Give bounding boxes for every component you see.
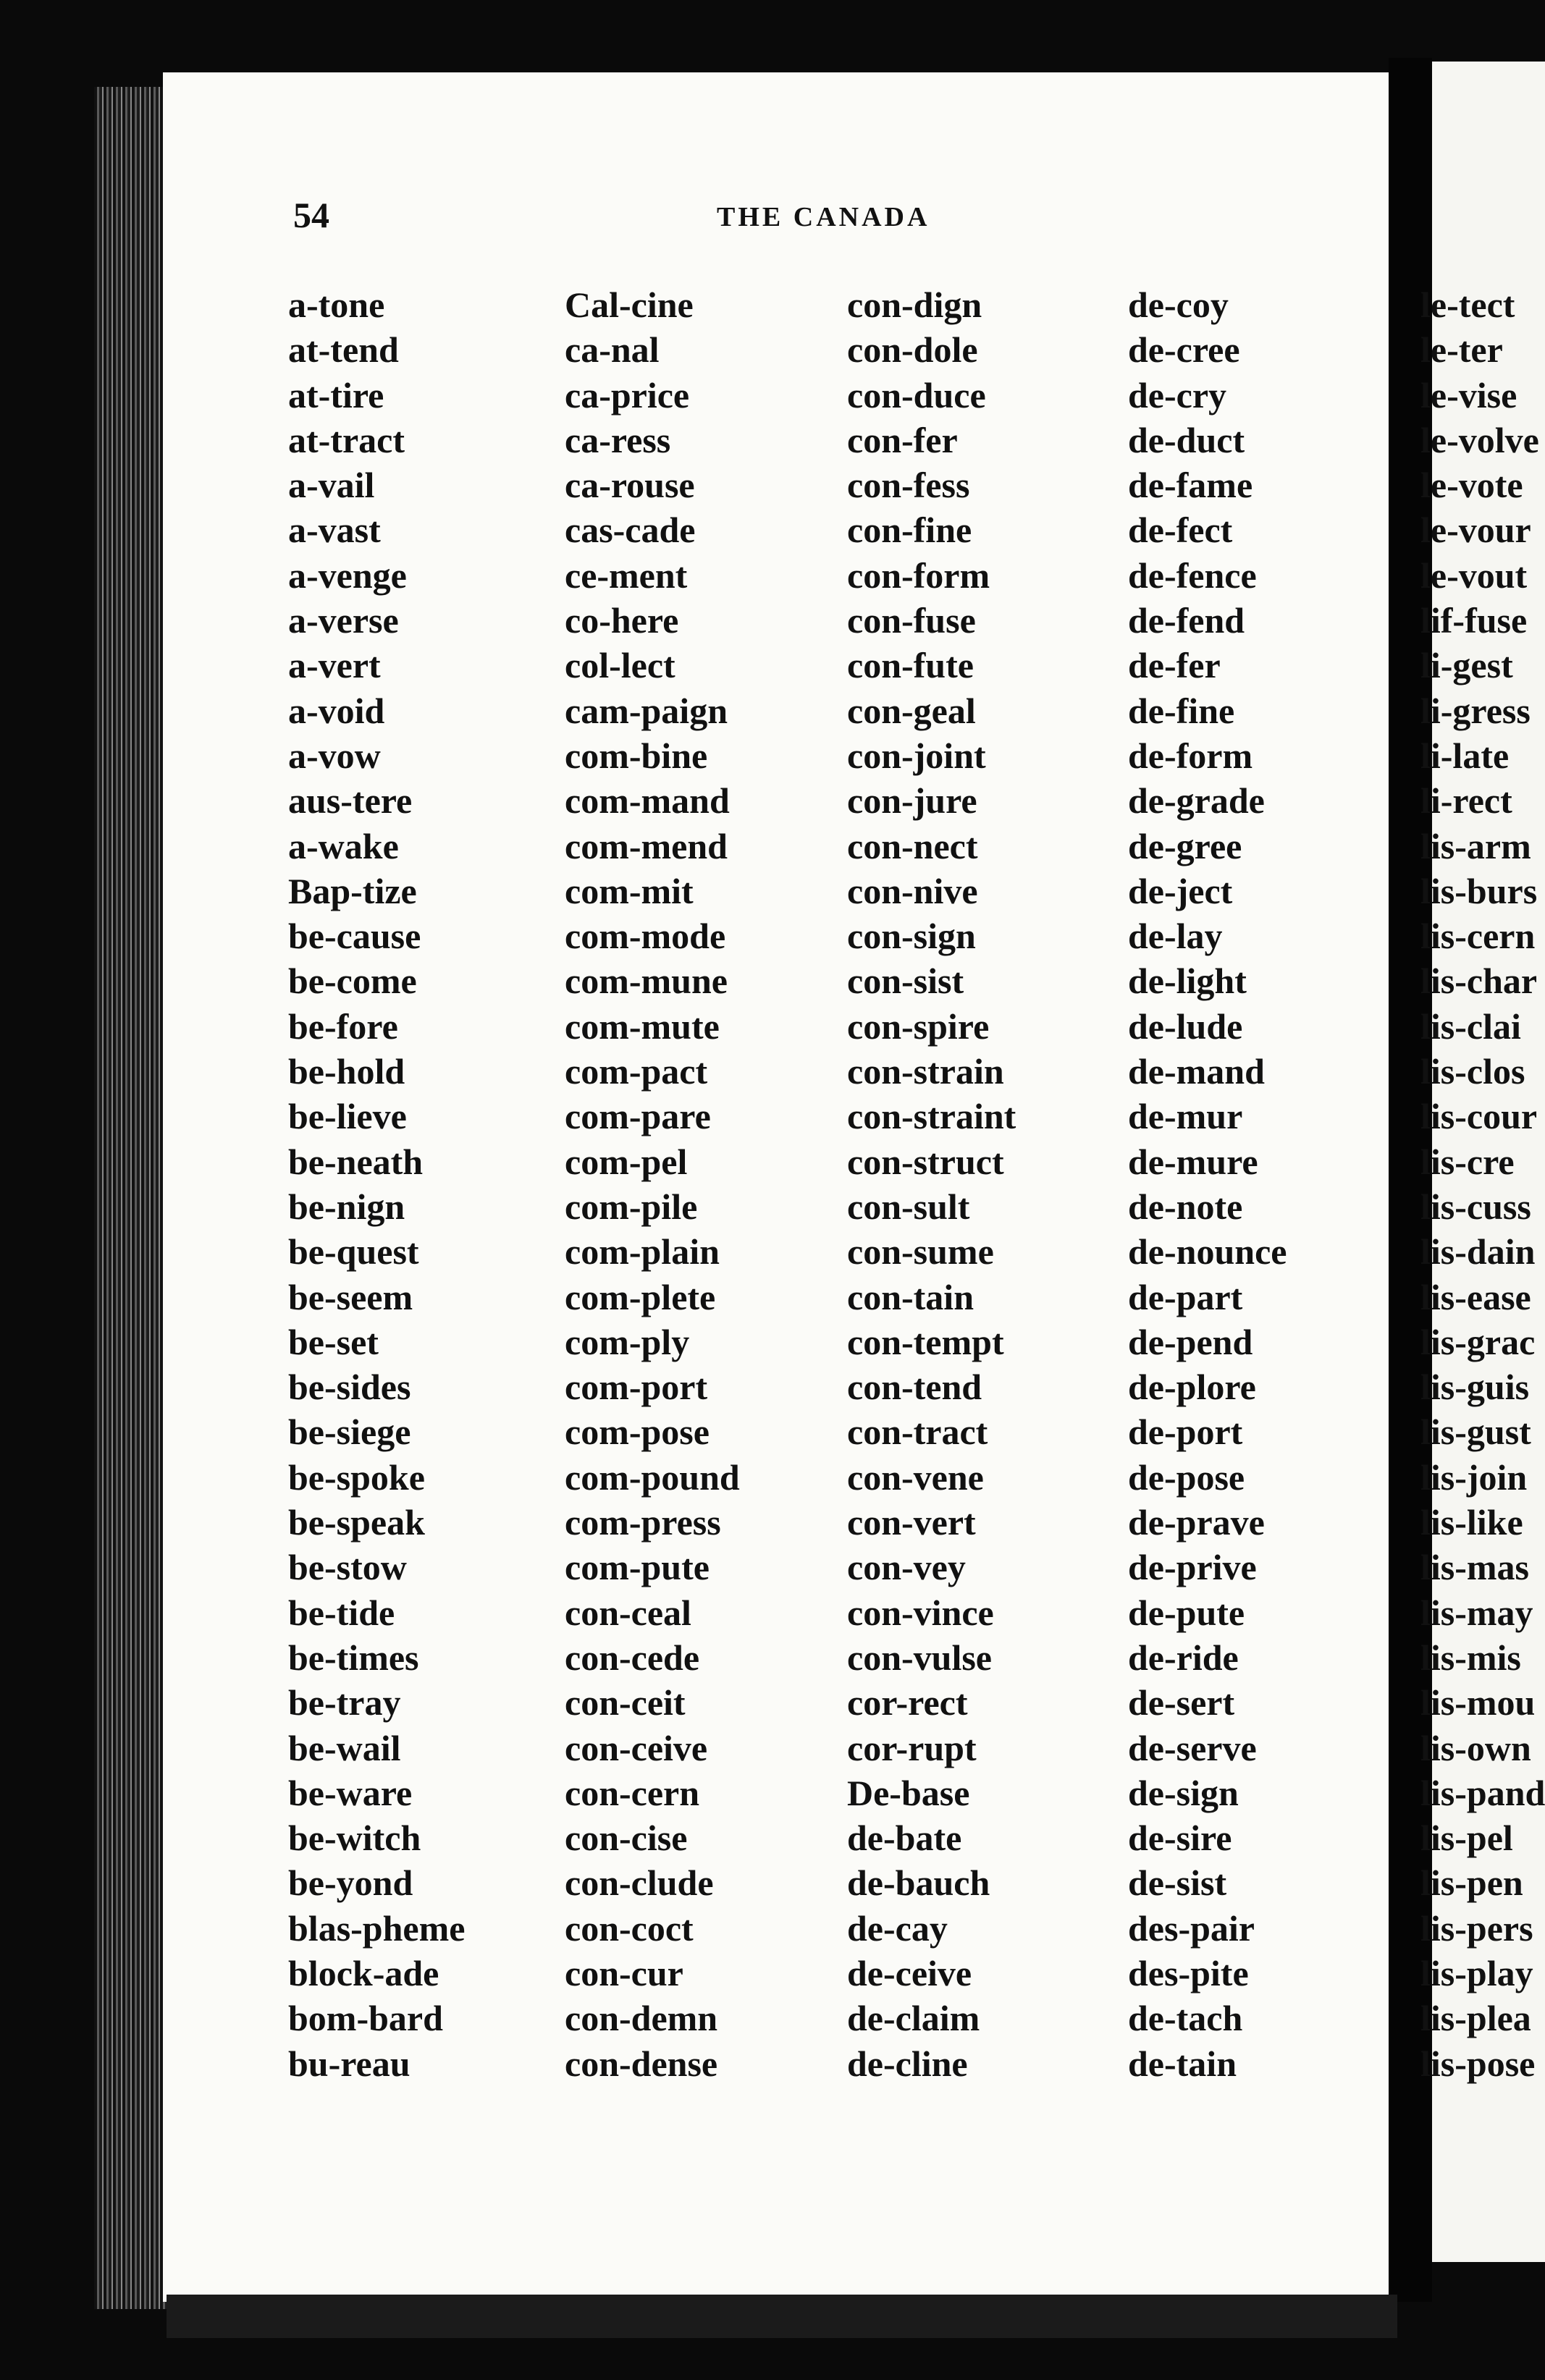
word-entry: a-vert: [288, 645, 381, 686]
word-entry: lis-grac: [1420, 1321, 1536, 1362]
word-entry: lis-burs: [1420, 870, 1538, 911]
word-entry: lis-mas: [1420, 1547, 1529, 1588]
word-entry: be-nign: [288, 1186, 405, 1227]
word-entry: con-vince: [847, 1592, 994, 1633]
word-entry: lis-mou: [1420, 1682, 1536, 1723]
word-entry: be-set: [288, 1321, 379, 1362]
word-entry: de-mand: [1128, 1051, 1265, 1092]
word-entry: li-gest: [1420, 645, 1513, 686]
word-column-4: [1128, 282, 1287, 2086]
word-entry: cam-paign: [565, 690, 728, 731]
word-entry: con-vert: [847, 1502, 976, 1543]
word-entry: be-cause: [288, 916, 421, 957]
word-entry: con-vulse: [847, 1637, 992, 1678]
word-entry: a-vast: [288, 510, 381, 551]
word-entry: at-tire: [288, 374, 384, 415]
word-entry: ca-ress: [565, 419, 671, 460]
word-entry: de-fect: [1128, 510, 1233, 551]
word-entry: con-coct: [565, 1907, 694, 1949]
word-entry: con-fine: [847, 510, 972, 551]
word-entry: be-yond: [288, 1862, 413, 1904]
word-entry: com-plain: [565, 1231, 720, 1273]
word-entry: be-siege: [288, 1411, 411, 1453]
word-entry: lis-plea: [1420, 1998, 1531, 2039]
word-entry: at-tract: [288, 419, 405, 460]
word-entry: con-ceive: [565, 1727, 708, 1768]
word-entry: ca-nal: [565, 329, 660, 371]
word-entry: com-pound: [565, 1456, 740, 1498]
word-entry: con-form: [847, 554, 990, 596]
word-entry: a-vail: [288, 465, 375, 506]
word-entry: con-tain: [847, 1276, 974, 1317]
word-column-5-facing-page: [1420, 282, 1545, 2086]
word-entry: le-vour: [1420, 510, 1531, 551]
word-entry: lis-char: [1420, 961, 1538, 1002]
word-entry: con-sist: [847, 961, 964, 1002]
word-entry: de-light: [1128, 961, 1247, 1002]
word-entry: de-fence: [1128, 554, 1257, 596]
word-entry: li-rect: [1420, 780, 1512, 822]
word-entry: lis-pen: [1420, 1862, 1523, 1904]
word-entry: le-vise: [1420, 374, 1517, 415]
word-entry: a-void: [288, 690, 385, 731]
word-entry: de-sire: [1128, 1818, 1232, 1859]
word-entry: con-vene: [847, 1456, 984, 1498]
word-column-2: [565, 282, 740, 2086]
word-entry: des-pair: [1128, 1907, 1255, 1949]
word-entry: com-port: [565, 1367, 708, 1408]
word-entry: de-prive: [1128, 1547, 1257, 1588]
word-entry: cor-rect: [847, 1682, 968, 1723]
word-entry: de-plore: [1128, 1367, 1256, 1408]
word-entry: com-mend: [565, 825, 728, 866]
word-entry: con-cede: [565, 1637, 700, 1678]
word-entry: de-fer: [1128, 645, 1221, 686]
word-entry: lis-guis: [1420, 1367, 1530, 1408]
word-entry: be-come: [288, 961, 417, 1002]
word-entry: bu-reau: [288, 2043, 411, 2084]
word-entry: de-pend: [1128, 1321, 1253, 1362]
word-entry: con-cise: [565, 1818, 688, 1859]
word-entry: be-ware: [288, 1772, 413, 1813]
word-entry: lis-may: [1420, 1592, 1533, 1633]
word-column-1: [288, 282, 465, 2086]
word-entry: con-vey: [847, 1547, 966, 1588]
word-entry: de-nounce: [1128, 1231, 1287, 1273]
word-entry: le-tect: [1420, 284, 1515, 325]
word-entry: li-late: [1420, 735, 1510, 776]
word-entry: de-lay: [1128, 916, 1223, 957]
word-entry: de-duct: [1128, 419, 1245, 460]
word-entry: bom-bard: [288, 1998, 443, 2039]
word-entry: De-base: [847, 1772, 970, 1813]
word-entry: de-tain: [1128, 2043, 1237, 2084]
word-entry: con-nect: [847, 825, 978, 866]
word-entry: lis-gust: [1420, 1411, 1531, 1453]
word-entry: lis-cour: [1420, 1096, 1538, 1137]
word-entry: de-gree: [1128, 825, 1242, 866]
word-entry: blas-pheme: [288, 1907, 466, 1949]
word-entry: de-note: [1128, 1186, 1243, 1227]
page-number: 54: [293, 195, 329, 235]
word-entry: de-tach: [1128, 1998, 1243, 2039]
word-entry: com-ply: [565, 1321, 690, 1362]
word-entry: be-fore: [288, 1005, 398, 1047]
word-entry: de-sist: [1128, 1862, 1227, 1904]
word-entry: a-vow: [288, 735, 381, 776]
word-entry: con-ceal: [565, 1592, 691, 1633]
word-entry: at-tend: [288, 329, 399, 371]
word-entry: a-venge: [288, 554, 407, 596]
word-entry: con-tempt: [847, 1321, 1004, 1362]
word-entry: lis-clos: [1420, 1051, 1525, 1092]
word-entry: con-clude: [565, 1862, 714, 1904]
word-entry: block-ade: [288, 1952, 439, 1993]
word-entry: de-ceive: [847, 1952, 972, 1993]
word-entry: con-tend: [847, 1367, 982, 1408]
word-entry: lis-pose: [1420, 2043, 1536, 2084]
word-entry: lis-pers: [1420, 1907, 1533, 1949]
word-entry: lis-ease: [1420, 1276, 1531, 1317]
word-entry: lis-own: [1420, 1727, 1531, 1768]
word-entry: le-vout: [1420, 554, 1528, 596]
word-entry: be-witch: [288, 1818, 421, 1859]
word-entry: lis-clai: [1420, 1005, 1521, 1047]
word-entry: com-pose: [565, 1411, 710, 1453]
word-entry: de-sign: [1128, 1772, 1239, 1813]
word-entry: de-port: [1128, 1411, 1243, 1453]
word-entry: des-pite: [1128, 1952, 1249, 1993]
word-entry: lis-cuss: [1420, 1186, 1531, 1227]
word-entry: de-sert: [1128, 1682, 1235, 1723]
word-entry: con-fuse: [847, 600, 976, 641]
word-entry: lis-arm: [1420, 825, 1531, 866]
word-entry: lis-dain: [1420, 1231, 1536, 1273]
word-entry: lis-pand: [1420, 1772, 1545, 1813]
word-entry: con-sume: [847, 1231, 994, 1273]
word-entry: lif-fuse: [1420, 600, 1528, 641]
word-entry: de-cry: [1128, 374, 1227, 415]
word-entry: de-cay: [847, 1907, 948, 1949]
word-entry: lis-cern: [1420, 916, 1536, 957]
running-head: THE CANADA: [717, 202, 930, 232]
word-entry: aus-tere: [288, 780, 413, 822]
word-entry: de-ject: [1128, 870, 1233, 911]
word-entry: co-here: [565, 600, 679, 641]
word-entry: de-cree: [1128, 329, 1240, 371]
word-entry: con-fute: [847, 645, 974, 686]
word-entry: con-spire: [847, 1005, 990, 1047]
word-entry: de-form: [1128, 735, 1253, 776]
word-entry: lis-cre: [1420, 1141, 1515, 1182]
word-entry: com-pel: [565, 1141, 688, 1182]
word-entry: cor-rupt: [847, 1727, 977, 1768]
word-entry: com-mute: [565, 1005, 720, 1047]
word-entry: de-bauch: [847, 1862, 990, 1904]
word-entry: be-neath: [288, 1141, 424, 1182]
word-entry: con-dign: [847, 284, 982, 325]
word-entry: con-demn: [565, 1998, 718, 2039]
word-entry: lis-pel: [1420, 1818, 1513, 1859]
word-entry: be-lieve: [288, 1096, 407, 1137]
word-entry: con-sign: [847, 916, 976, 957]
word-entry: de-mure: [1128, 1141, 1258, 1182]
word-entry: com-mune: [565, 961, 728, 1002]
word-entry: con-jure: [847, 780, 977, 822]
word-entry: com-mand: [565, 780, 730, 822]
word-entry: de-bate: [847, 1818, 962, 1859]
word-entry: con-tract: [847, 1411, 988, 1453]
word-entry: de-fend: [1128, 600, 1245, 641]
word-entry: Cal-cine: [565, 284, 694, 325]
word-entry: con-joint: [847, 735, 986, 776]
word-entry: con-cern: [565, 1772, 700, 1813]
word-entry: ca-price: [565, 374, 690, 415]
word-entry: de-cline: [847, 2043, 968, 2084]
word-entry: col-lect: [565, 645, 675, 686]
word-entry: con-fer: [847, 419, 958, 460]
word-entry: com-plete: [565, 1276, 716, 1317]
word-entry: de-part: [1128, 1276, 1243, 1317]
word-entry: com-pact: [565, 1051, 708, 1092]
word-entry: com-bine: [565, 735, 708, 776]
word-entry: de-claim: [847, 1998, 980, 2039]
word-entry: be-times: [288, 1637, 419, 1678]
word-entry: lis-mis: [1420, 1637, 1521, 1678]
word-entry: le-ter: [1420, 329, 1503, 371]
word-entry: con-fess: [847, 465, 970, 506]
word-entry: com-pare: [565, 1096, 711, 1137]
word-entry: con-strain: [847, 1051, 1004, 1092]
word-entry: con-struct: [847, 1141, 1004, 1182]
word-entry: be-sides: [288, 1367, 411, 1408]
word-entry: de-fine: [1128, 690, 1235, 731]
word-entry: de-pose: [1128, 1456, 1245, 1498]
word-entry: a-tone: [288, 284, 385, 325]
word-entry: com-pute: [565, 1547, 710, 1588]
word-entry: de-ride: [1128, 1637, 1239, 1678]
word-entry: li-gress: [1420, 690, 1531, 731]
word-entry: con-nive: [847, 870, 978, 911]
word-entry: lis-like: [1420, 1502, 1523, 1543]
word-entry: lis-play: [1420, 1952, 1533, 1993]
word-entry: de-coy: [1128, 284, 1229, 325]
word-entry: de-prave: [1128, 1502, 1265, 1543]
word-entry: de-lude: [1128, 1005, 1243, 1047]
word-entry: con-dense: [565, 2043, 718, 2084]
word-entry: lis-join: [1420, 1456, 1528, 1498]
word-entry: be-tray: [288, 1682, 401, 1723]
page-bottom-shadow: [167, 2295, 1397, 2338]
word-entry: de-mur: [1128, 1096, 1243, 1137]
word-entry: de-pute: [1128, 1592, 1245, 1633]
word-column-3: [847, 282, 1016, 2086]
word-entry: com-mode: [565, 916, 726, 957]
word-entry: be-seem: [288, 1276, 413, 1317]
word-entry: Bap-tize: [288, 870, 417, 911]
word-entry: com-mit: [565, 870, 694, 911]
word-entry: be-stow: [288, 1547, 407, 1588]
word-entry: ca-rouse: [565, 465, 695, 506]
word-entry: con-dole: [847, 329, 978, 371]
word-entry: de-fame: [1128, 465, 1253, 506]
word-entry: be-speak: [288, 1502, 425, 1543]
word-entry: com-press: [565, 1502, 721, 1543]
word-entry: cas-cade: [565, 510, 696, 551]
word-entry: con-sult: [847, 1186, 970, 1227]
word-entry: com-pile: [565, 1186, 698, 1227]
word-entry: a-wake: [288, 825, 399, 866]
word-entry: a-verse: [288, 600, 399, 641]
word-entry: ce-ment: [565, 554, 688, 596]
word-entry: con-ceit: [565, 1682, 686, 1723]
word-entry: con-duce: [847, 374, 986, 415]
word-entry: be-quest: [288, 1231, 419, 1273]
word-entry: be-tide: [288, 1592, 395, 1633]
word-entry: con-straint: [847, 1096, 1016, 1137]
word-entry: de-serve: [1128, 1727, 1257, 1768]
word-entry: be-wail: [288, 1727, 401, 1768]
word-entry: de-grade: [1128, 780, 1265, 822]
word-entry: con-geal: [847, 690, 976, 731]
word-entry: le-volve: [1420, 419, 1539, 460]
word-entry: con-cur: [565, 1952, 683, 1993]
word-entry: be-spoke: [288, 1456, 425, 1498]
word-entry: be-hold: [288, 1051, 405, 1092]
word-entry: le-vote: [1420, 465, 1523, 506]
